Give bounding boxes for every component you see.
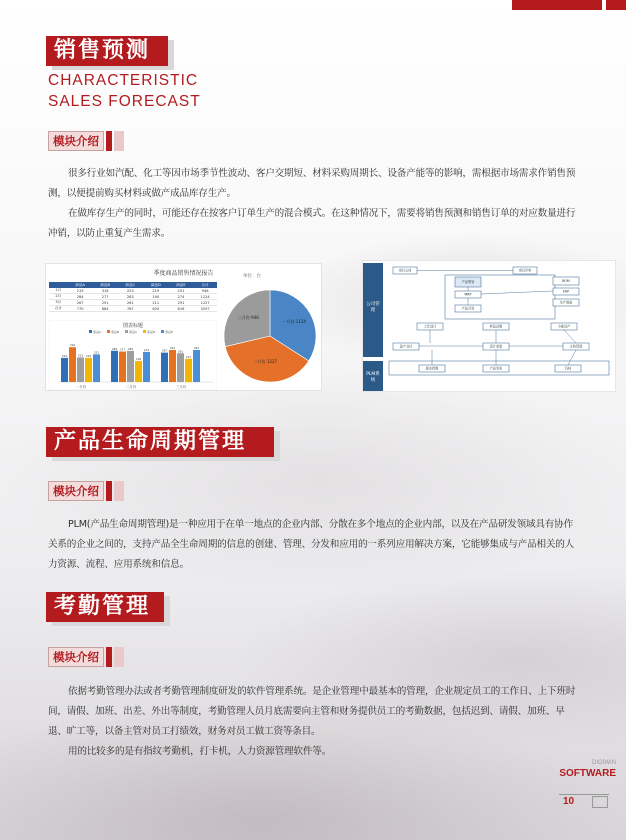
flow-node-label: 归档 [564,366,572,371]
bar [169,350,176,382]
bar-legend-label: 商品A [93,329,102,334]
flow-connector [481,291,553,294]
report-cell: 1月 [49,288,68,294]
plm-para-1: PLM(产品生命周期管理)是一种应用于在单一地点的企业内部、分散在多个地点的企业内部，以及在产品研发领域具有协作关系的企业之间的，支持产品全生命周期的信息的创建、管理、分发和应用的一系列应用解决方案，它能够集成与产品相关的人力资源、流程、应用系统和信息。 [48,519,575,570]
bar-legend-swatch [143,330,146,333]
flow-node-label: 文档管理 [569,344,583,349]
bar-legend-swatch [89,330,92,333]
section-en-line1: CHARACTERISTIC [48,72,199,89]
flow-node-label: MRP [464,292,472,297]
report-unit: 单位：台 [243,274,261,279]
flow-node-label: 版本控制 [425,366,439,371]
bar [161,353,168,382]
bar [185,359,192,382]
sales-para-2: 在做库存生产的同时，可能还存在按客户订单生产的混合模式。在这种情况下，需要将销售预测和销售订单的对应数量进行冲销，以防止重复产生需求。 [48,208,576,239]
report-cell: 1227 [193,300,217,306]
flow-node-label: 设计变更 [489,344,503,349]
report-row [49,306,217,312]
flow-connector [568,350,576,365]
plm-intro [48,515,578,575]
flow-node-label: 项目立项 [398,268,412,273]
report-header-cell: 合计 [193,282,217,288]
report-pie-chart [220,286,320,386]
report-header-cell: 商品B [93,282,118,288]
section-title-plm: 产品生命周期管理 [46,427,274,457]
bar-value-label: 251 [93,350,100,355]
bar-value-label: 284 [111,346,118,351]
bar [61,358,68,382]
module-tag-label: 模块介绍 [48,131,104,151]
report-header-cell: 商品C [118,282,143,288]
bar-value-label: 283 [127,346,134,351]
flow-node-label: 样品试制 [489,324,503,329]
bar-value-label: 190 [135,357,142,362]
bar-value-label: 274 [143,347,150,352]
report-cell: 251 [169,288,194,294]
report-cell: 620 [143,306,169,312]
report-cell: 274 [169,294,194,300]
module-tag [48,131,124,151]
bar-value-label: 267 [161,348,168,353]
module-tag-square-light [114,647,124,667]
report-cell: 267 [68,300,93,306]
bar-value-label: 261 [177,349,184,354]
report-cell: 884 [93,306,118,312]
flow-node-label: 项目评审 [518,268,532,273]
bar-legend-swatch [107,330,110,333]
bar-value-label: 223 [77,353,84,358]
bar [119,352,126,382]
sales-report-image [45,263,322,391]
pie-slice-label: 三月份 946 [237,314,259,320]
pie-slice-label: 二月份 1227 [253,359,278,365]
bar-legend-swatch [125,330,128,333]
bar-value-label: 291 [193,345,200,350]
bar-value-label: 211 [185,354,192,359]
bar [143,352,150,382]
bar [85,358,92,382]
report-header-cell: 商品E [169,282,194,288]
section-title-attendance: 考勤管理 [46,592,164,622]
pie-slice-label: 一月份 1124 [282,318,306,324]
flow-node-label: 产品开发 [461,306,475,311]
section-title-sales: 销售预测 [46,36,168,66]
report-cell: 291 [169,300,194,306]
report-cell: 3297 [193,306,217,312]
bar-value-label: 291 [169,345,176,350]
flow-node-label: 产品发布 [489,366,503,371]
report-cell: 3月 [49,300,68,306]
report-cell: 946 [193,288,217,294]
module-tag-square-light [114,481,124,501]
bar [135,361,142,382]
module-tag-square [106,647,112,667]
bar [69,347,76,382]
report-cell: 219 [68,288,93,294]
flow-node-label: ERP [562,289,570,294]
footer-rule [559,794,609,795]
report-cell: 284 [68,294,93,300]
bar-category-label: 三月份 [175,385,187,389]
page-number-box [592,796,608,808]
bar-legend-swatch [161,330,164,333]
process-flowchart-image [362,260,616,392]
bar [111,351,118,382]
footer-brand-small: DIGIWIN [592,760,616,766]
report-body [49,288,217,312]
flow-node-label: 生产准备 [559,300,573,305]
module-tag-label: 模块介绍 [48,647,104,667]
bar-category-label: 一月份 [75,385,87,389]
report-cell: 816 [169,306,194,312]
bar [177,353,184,382]
report-cell: 770 [68,306,93,312]
module-tag [48,647,124,667]
bar-chart-title: 图表标题 [122,323,144,329]
report-cell: 2月 [49,294,68,300]
page-number: 10 [563,796,575,807]
report-cell: 291 [93,300,118,306]
top-accent-bar-small [606,0,626,10]
flow-node-label: BOM [562,279,570,284]
sales-para-1: 很多行业如汽配、化工等因市场季节性波动、客户交期短、材料采购周期长、设备产能等的影响，需根据市场需求作销售预测，以便提前购买材料或做产成品库存生产。 [48,168,576,199]
report-title: 季度商品销售情况报告 [153,270,214,277]
report-cell: 合计 [49,306,68,312]
flow-connector [564,330,576,343]
bar-category-label: 二月份 [125,385,137,389]
bar-legend-label: 商品D [147,329,156,334]
report-cell: 767 [118,306,143,312]
bar [93,354,100,382]
bar-value-label: 219 [85,353,92,358]
module-tag-square [106,481,112,501]
top-accent-bar [512,0,602,10]
report-bar-chart [49,320,217,390]
module-tag-square-light [114,131,124,151]
report-cell: 277 [93,294,118,300]
report-cell: 1124 [193,294,217,300]
report-cell: 219 [143,288,169,294]
report-cell: 261 [118,300,143,306]
footer-brand: SOFTWARE [559,768,616,779]
bar-value-label: 219 [61,353,68,358]
flow-node-label: 量产交付 [399,344,413,349]
section-en-line2: SALES FORECAST [48,93,201,110]
bar-legend-label: 商品C [129,329,138,334]
flow-node-label: 小批试产 [557,324,571,329]
report-cell: 223 [118,288,143,294]
sales-intro [48,164,578,244]
report-header-cell: 商品D [143,282,169,288]
module-tag-square [106,131,112,151]
flow-node-label: 工艺设计 [423,324,437,329]
bar [193,350,200,382]
bar-legend-label: 商品E [165,329,173,334]
flow-lane-label: PLM系统 [366,372,380,383]
report-table [49,282,217,312]
flow-node-label: 产品策划 [461,280,475,285]
flow-lane-label: 公司管理 [366,302,380,313]
report-cell: 316 [93,288,118,294]
flowchart-diagram [363,261,617,393]
bar-legend-label: 商品B [111,329,120,334]
attendance-para-1: 依据考勤管理办法或者考勤管理制度研发的软件管理系统。是企业管理中最基本的管理，企业规定员工的工作日、上下班时间，请假、加班、出差、外出等制度，考勤管理人员月底需要向主管和财务提供员工的考勤数据，包括迟到、请假、加班、早退、旷工等，以备主管对员工打绩效，财务对员工做工资等条目。 [48,686,576,737]
bar-value-label: 277 [119,347,126,352]
attendance-intro [48,682,578,762]
report-header-cell: 商品A [68,282,93,288]
report-cell: 211 [143,300,169,306]
bar-value-label: 316 [69,343,76,348]
report-cell: 283 [118,294,143,300]
bar [77,357,84,382]
attendance-para-2: 用的比较多的是有指纹考勤机，打卡机，人力资源管理软件等。 [68,746,332,757]
module-tag [48,481,124,501]
report-cell: 190 [143,294,169,300]
bar [127,351,134,382]
module-tag-label: 模块介绍 [48,481,104,501]
